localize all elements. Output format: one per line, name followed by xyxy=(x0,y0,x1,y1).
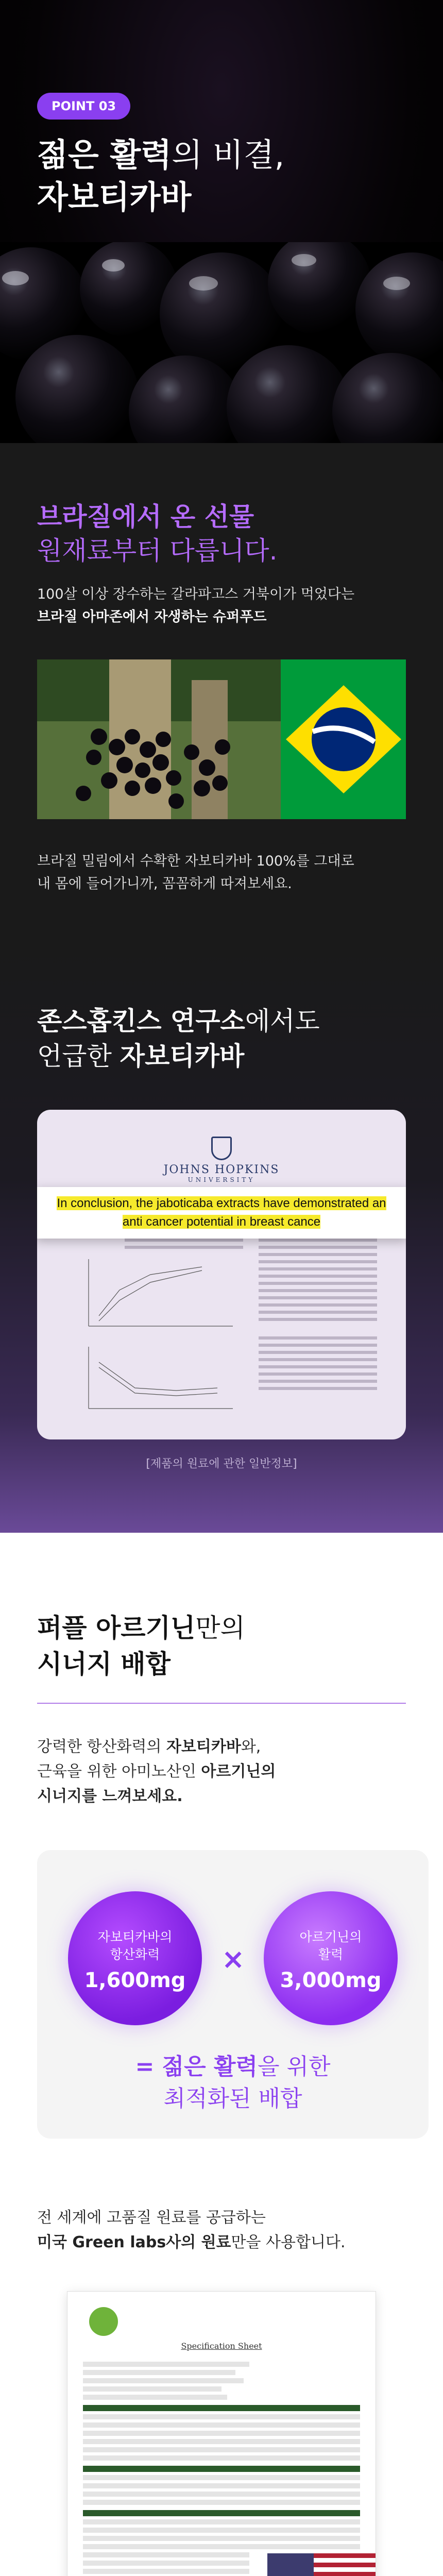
synergy-section xyxy=(0,1533,443,2195)
green-labs-logo xyxy=(83,2307,124,2343)
arginine-circle xyxy=(264,1891,398,2025)
brazil-desc-line2: 브라질 아마존에서 자생하는 슈퍼푸드 xyxy=(37,609,267,625)
shield-icon xyxy=(211,1137,232,1160)
brazil-heading-line1: 브라질에서 온 선물 xyxy=(37,502,254,532)
hero-title-bold: 젊은 활력 xyxy=(37,136,172,174)
green-labs-section xyxy=(0,2195,443,2576)
brazil-photo-row xyxy=(37,659,406,819)
johns-hopkins-logo xyxy=(37,1137,406,1183)
synergy-desc-f: 시너지를 느껴보세요. xyxy=(37,1787,183,1805)
synergy-desc-a: 강력한 항산화력의 xyxy=(37,1738,166,1756)
brazil-section xyxy=(0,443,443,942)
jaboticaba-tree-photo xyxy=(37,659,281,819)
hero-title xyxy=(37,134,284,218)
brazil-desc2-line2: 내 몸에 들어가니까, 꼼꼼하게 따져보세요. xyxy=(37,876,292,892)
jh-heading-line2-bold: 자보티카바 xyxy=(120,1041,245,1071)
brazil-flag-photo xyxy=(281,659,406,819)
spec-sheet-title: Specification Sheet xyxy=(181,2341,262,2351)
hero-title-rest: 의 비결, xyxy=(172,136,285,174)
jh-logo-sub: UNIVERSITY xyxy=(188,1176,255,1183)
us-flag-image xyxy=(267,2553,376,2576)
brazil-description xyxy=(37,583,406,629)
green-desc-rest: 만을 사용합니다. xyxy=(231,2233,346,2251)
multiply-icon: × xyxy=(222,1943,245,1975)
jh-heading-line2-rest: 언급한 xyxy=(37,1041,120,1071)
synergy-desc-c: 와, xyxy=(241,1738,261,1756)
brazil-desc2-line1: 브라질 밀림에서 수확한 자보티카바 100%를 그대로 xyxy=(37,853,354,869)
ingredient-combo-card xyxy=(37,1850,429,2139)
research-paper-image xyxy=(37,1110,406,1439)
point-badge: POINT 03 xyxy=(37,93,130,120)
paper-figures-graphic xyxy=(58,1239,387,1424)
jaboticaba-circle xyxy=(68,1891,202,2025)
divider xyxy=(37,1703,406,1704)
jh-heading-rest: 에서도 xyxy=(245,1006,320,1036)
combo-result xyxy=(37,2051,429,2115)
synergy-heading-line2: 시너지 배합 xyxy=(37,1649,171,1679)
jaboticaba-value: 1,600mg xyxy=(84,1969,186,1992)
brazil-heading-line2: 원재료부터 다릅니다. xyxy=(37,536,278,566)
arginine-value: 3,000mg xyxy=(280,1969,382,1992)
arginine-label-2: 활력 xyxy=(318,1947,344,1962)
result-bold: = 젊은 활력 xyxy=(135,2054,258,2080)
result-rest: 을 위한 xyxy=(258,2054,331,2080)
highlight-text: In conclusion, the jaboticaba extracts have demonstrated an anti cancer potential in breast cance xyxy=(57,1196,386,1229)
hero-title-line2: 자보티카바 xyxy=(37,178,192,216)
paper-highlight-quote xyxy=(37,1187,406,1239)
result-line2: 최적화된 배합 xyxy=(163,2086,302,2112)
synergy-heading-bold: 퍼플 아르기닌 xyxy=(37,1613,196,1643)
synergy-heading xyxy=(37,1610,406,1682)
brazil-description-2 xyxy=(37,850,406,895)
brazil-desc-line1: 100살 이상 장수하는 갈라파고스 거북이가 먹었다는 xyxy=(37,586,355,602)
hero-section xyxy=(0,0,443,443)
jaboticaba-label-1: 자보티카바의 xyxy=(97,1929,173,1944)
brazil-heading xyxy=(37,500,406,568)
green-labs-description xyxy=(37,2206,406,2255)
green-desc-line1: 전 세계에 고품질 원료를 공급하는 xyxy=(37,2209,266,2227)
arginine-label-1: 아르기닌의 xyxy=(299,1929,362,1944)
jaboticaba-berries-image xyxy=(0,242,443,443)
paper-caption: [제품의 원료에 관한 일반정보] xyxy=(146,1458,297,1470)
jaboticaba-label-2: 항산화력 xyxy=(110,1947,160,1962)
johns-hopkins-section xyxy=(0,942,443,1533)
green-desc-bold: 미국 Green labs사의 원료 xyxy=(37,2233,231,2251)
jh-logo-name: JOHNS HOPKINS xyxy=(163,1163,280,1176)
synergy-desc-d: 근육을 위한 아미노산인 xyxy=(37,1762,201,1781)
jh-heading xyxy=(37,1004,406,1074)
specification-sheet-image xyxy=(67,2291,376,2576)
synergy-description xyxy=(37,1735,406,1809)
jh-heading-bold: 존스홉킨스 연구소 xyxy=(37,1006,245,1036)
leaf-icon xyxy=(89,2307,118,2336)
synergy-heading-rest: 만의 xyxy=(195,1613,245,1643)
synergy-desc-b: 자보티카바 xyxy=(166,1738,241,1756)
synergy-desc-e: 아르기닌의 xyxy=(201,1762,276,1781)
spec-table-graphic xyxy=(83,2359,360,2576)
